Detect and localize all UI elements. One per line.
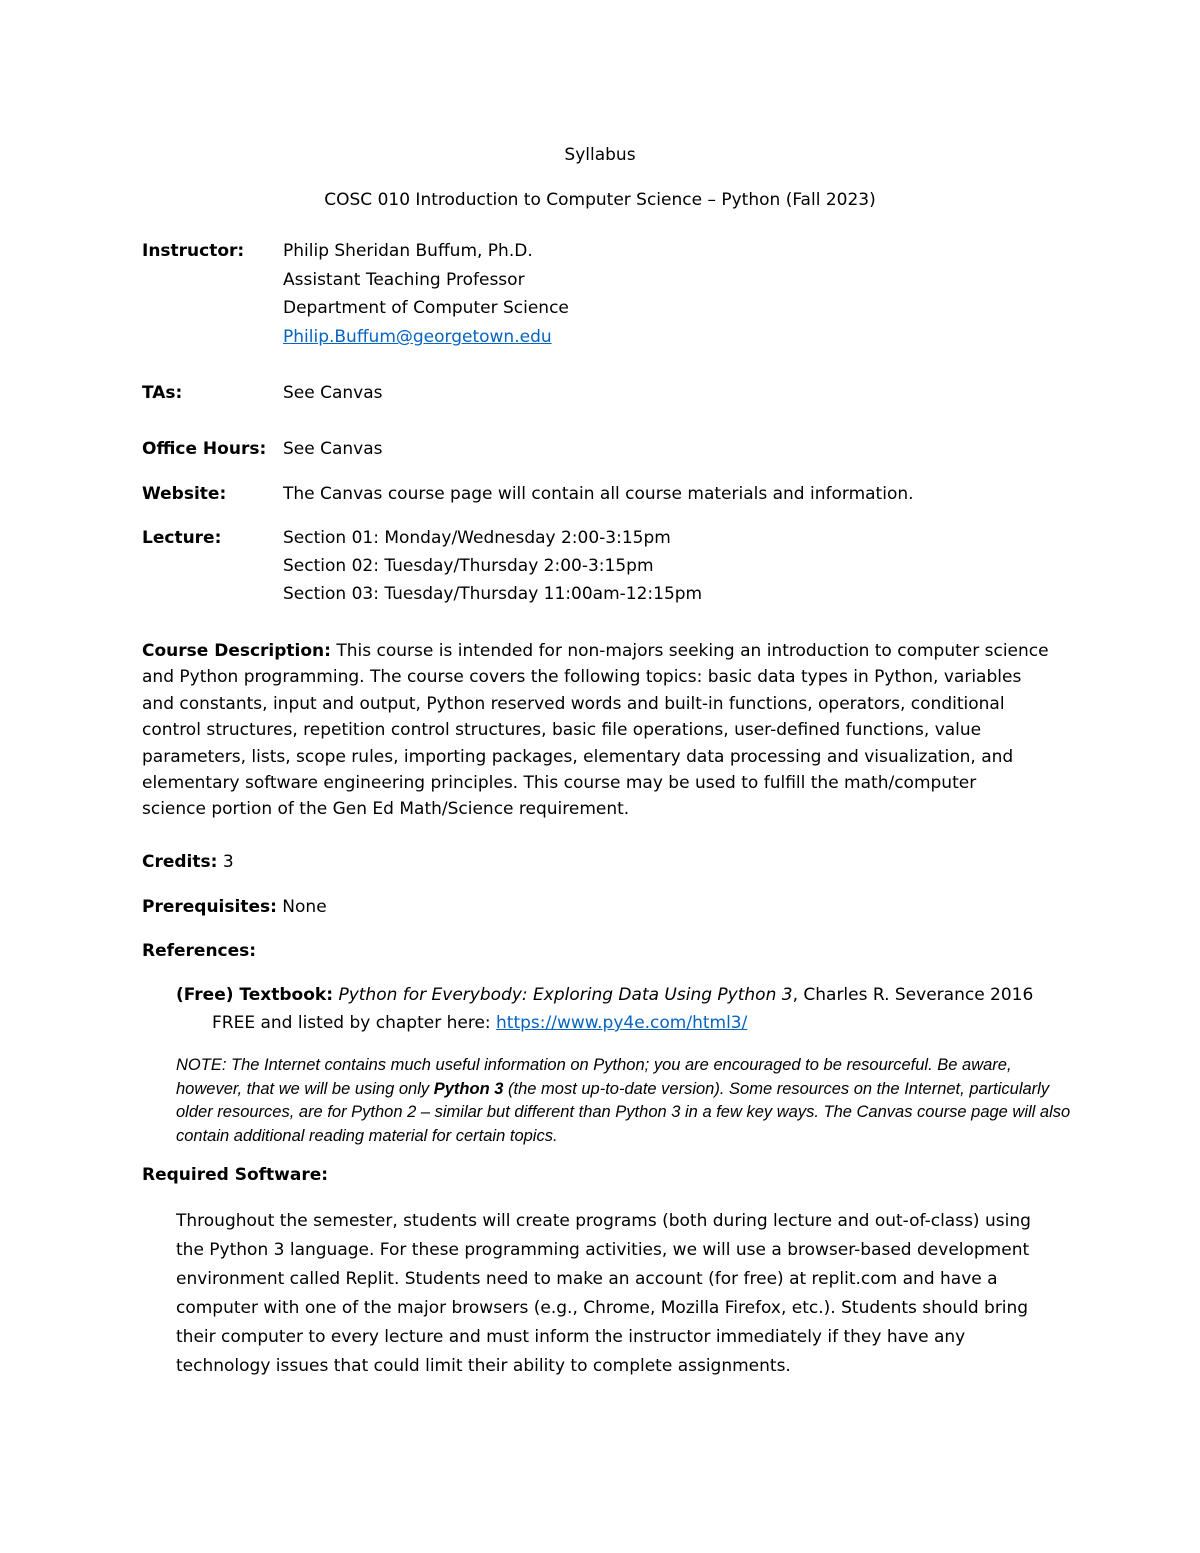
references-heading: References: — [142, 941, 257, 961]
description-line: science portion of the Gen Ed Math/Science requirement. — [142, 799, 630, 820]
credits-value: 3 — [217, 852, 234, 872]
course-description — [142, 638, 1082, 823]
description-line: This course is intended for non-majors seeking an introduction to computer science — [330, 641, 1049, 661]
course-title: COSC 010 Introduction to Computer Science – Python (Fall 2023) — [324, 190, 876, 210]
software-line: their computer to every lecture and must inform the instructor immediately if they have any — [176, 1327, 966, 1347]
software-paragraph — [176, 1207, 1031, 1381]
tas-value: See Canvas — [283, 383, 383, 403]
software-line: the Python 3 language. For these programming activities, we will use a browser-based development — [176, 1240, 1030, 1260]
instructor-department: Department of Computer Science — [283, 298, 569, 318]
software-heading: Required Software: — [142, 1165, 329, 1185]
instructor-email-link[interactable]: Philip.Buffum@georgetown.edu — [283, 327, 552, 347]
instructor-name: Philip Sheridan Buffum, Ph.D. — [283, 241, 533, 261]
credits-label: Credits: — [142, 852, 218, 872]
textbook-line — [176, 984, 1033, 1006]
textbook-label: (Free) Textbook: — [176, 985, 334, 1005]
tas-label: TAs: — [142, 383, 183, 403]
py4e-link[interactable]: https://www.py4e.com/html3/ — [496, 1013, 748, 1033]
office-hours-value: See Canvas — [283, 439, 383, 459]
description-line: elementary software engineering principles. This course may be used to fulfill the math/computer — [142, 773, 977, 794]
course-description-label: Course Description: — [142, 641, 331, 661]
office-hours-label: Office Hours: — [142, 439, 267, 459]
lecture-section: Section 03: Tuesday/Thursday 11:00am-12:15pm — [283, 584, 703, 604]
textbook-free-line — [212, 1012, 747, 1034]
software-line: Throughout the semester, students will create programs (both during lecture and out-of-class) using — [176, 1211, 1031, 1231]
prerequisites-value: None — [276, 897, 327, 917]
description-line: parameters, lists, scope rules, importing packages, elementary data processing and visualization, and — [142, 746, 1014, 767]
description-line: and constants, input and output, Python reserved words and built-in functions, operators, conditional — [142, 693, 1005, 714]
note-bold: Python 3 — [433, 1079, 504, 1098]
instructor-position: Assistant Teaching Professor — [283, 270, 525, 290]
lecture-section: Section 01: Monday/Wednesday 2:00-3:15pm — [283, 528, 671, 548]
document-title: Syllabus — [564, 145, 636, 165]
textbook-free-text: FREE and listed by chapter here: — [212, 1013, 497, 1033]
textbook-title: Python for Everybody: Exploring Data Using Python 3 — [338, 985, 793, 1005]
credits — [142, 851, 234, 873]
software-line: computer with one of the major browsers (e.g., Chrome, Mozilla Firefox, etc.). Students should bring — [176, 1298, 1029, 1318]
textbook-author: , Charles R. Severance 2016 — [792, 985, 1034, 1005]
prerequisites — [142, 896, 327, 918]
prerequisites-label: Prerequisites: — [142, 897, 277, 917]
software-line: technology issues that could limit their ability to complete assignments. — [176, 1356, 791, 1376]
lecture-label: Lecture: — [142, 528, 222, 548]
lecture-section: Section 02: Tuesday/Thursday 2:00-3:15pm — [283, 556, 654, 576]
website-value: The Canvas course page will contain all course materials and information. — [283, 484, 914, 504]
website-label: Website: — [142, 484, 227, 504]
description-line: and Python programming. The course covers the following topics: basic data types in Python, variables — [142, 667, 1022, 688]
note-paragraph: NOTE: The Internet contains much useful information on Python; you are encouraged to be resourceful. Be aware, however, that we will be using only Python 3 (the most up-to-date version). Some resources on the Internet, particularly older resources, are for Python 2 – similar but different than Python 3 in a few key ways. The Canvas course page will also contain additional reading material for certain topics. — [176, 1056, 1071, 1145]
description-line: control structures, repetition control structures, basic file operations, user-defined functions, value — [142, 720, 982, 741]
software-line: environment called Replit. Students need to make an account (for free) at replit.com and have a — [176, 1269, 998, 1289]
instructor-label: Instructor: — [142, 241, 245, 261]
